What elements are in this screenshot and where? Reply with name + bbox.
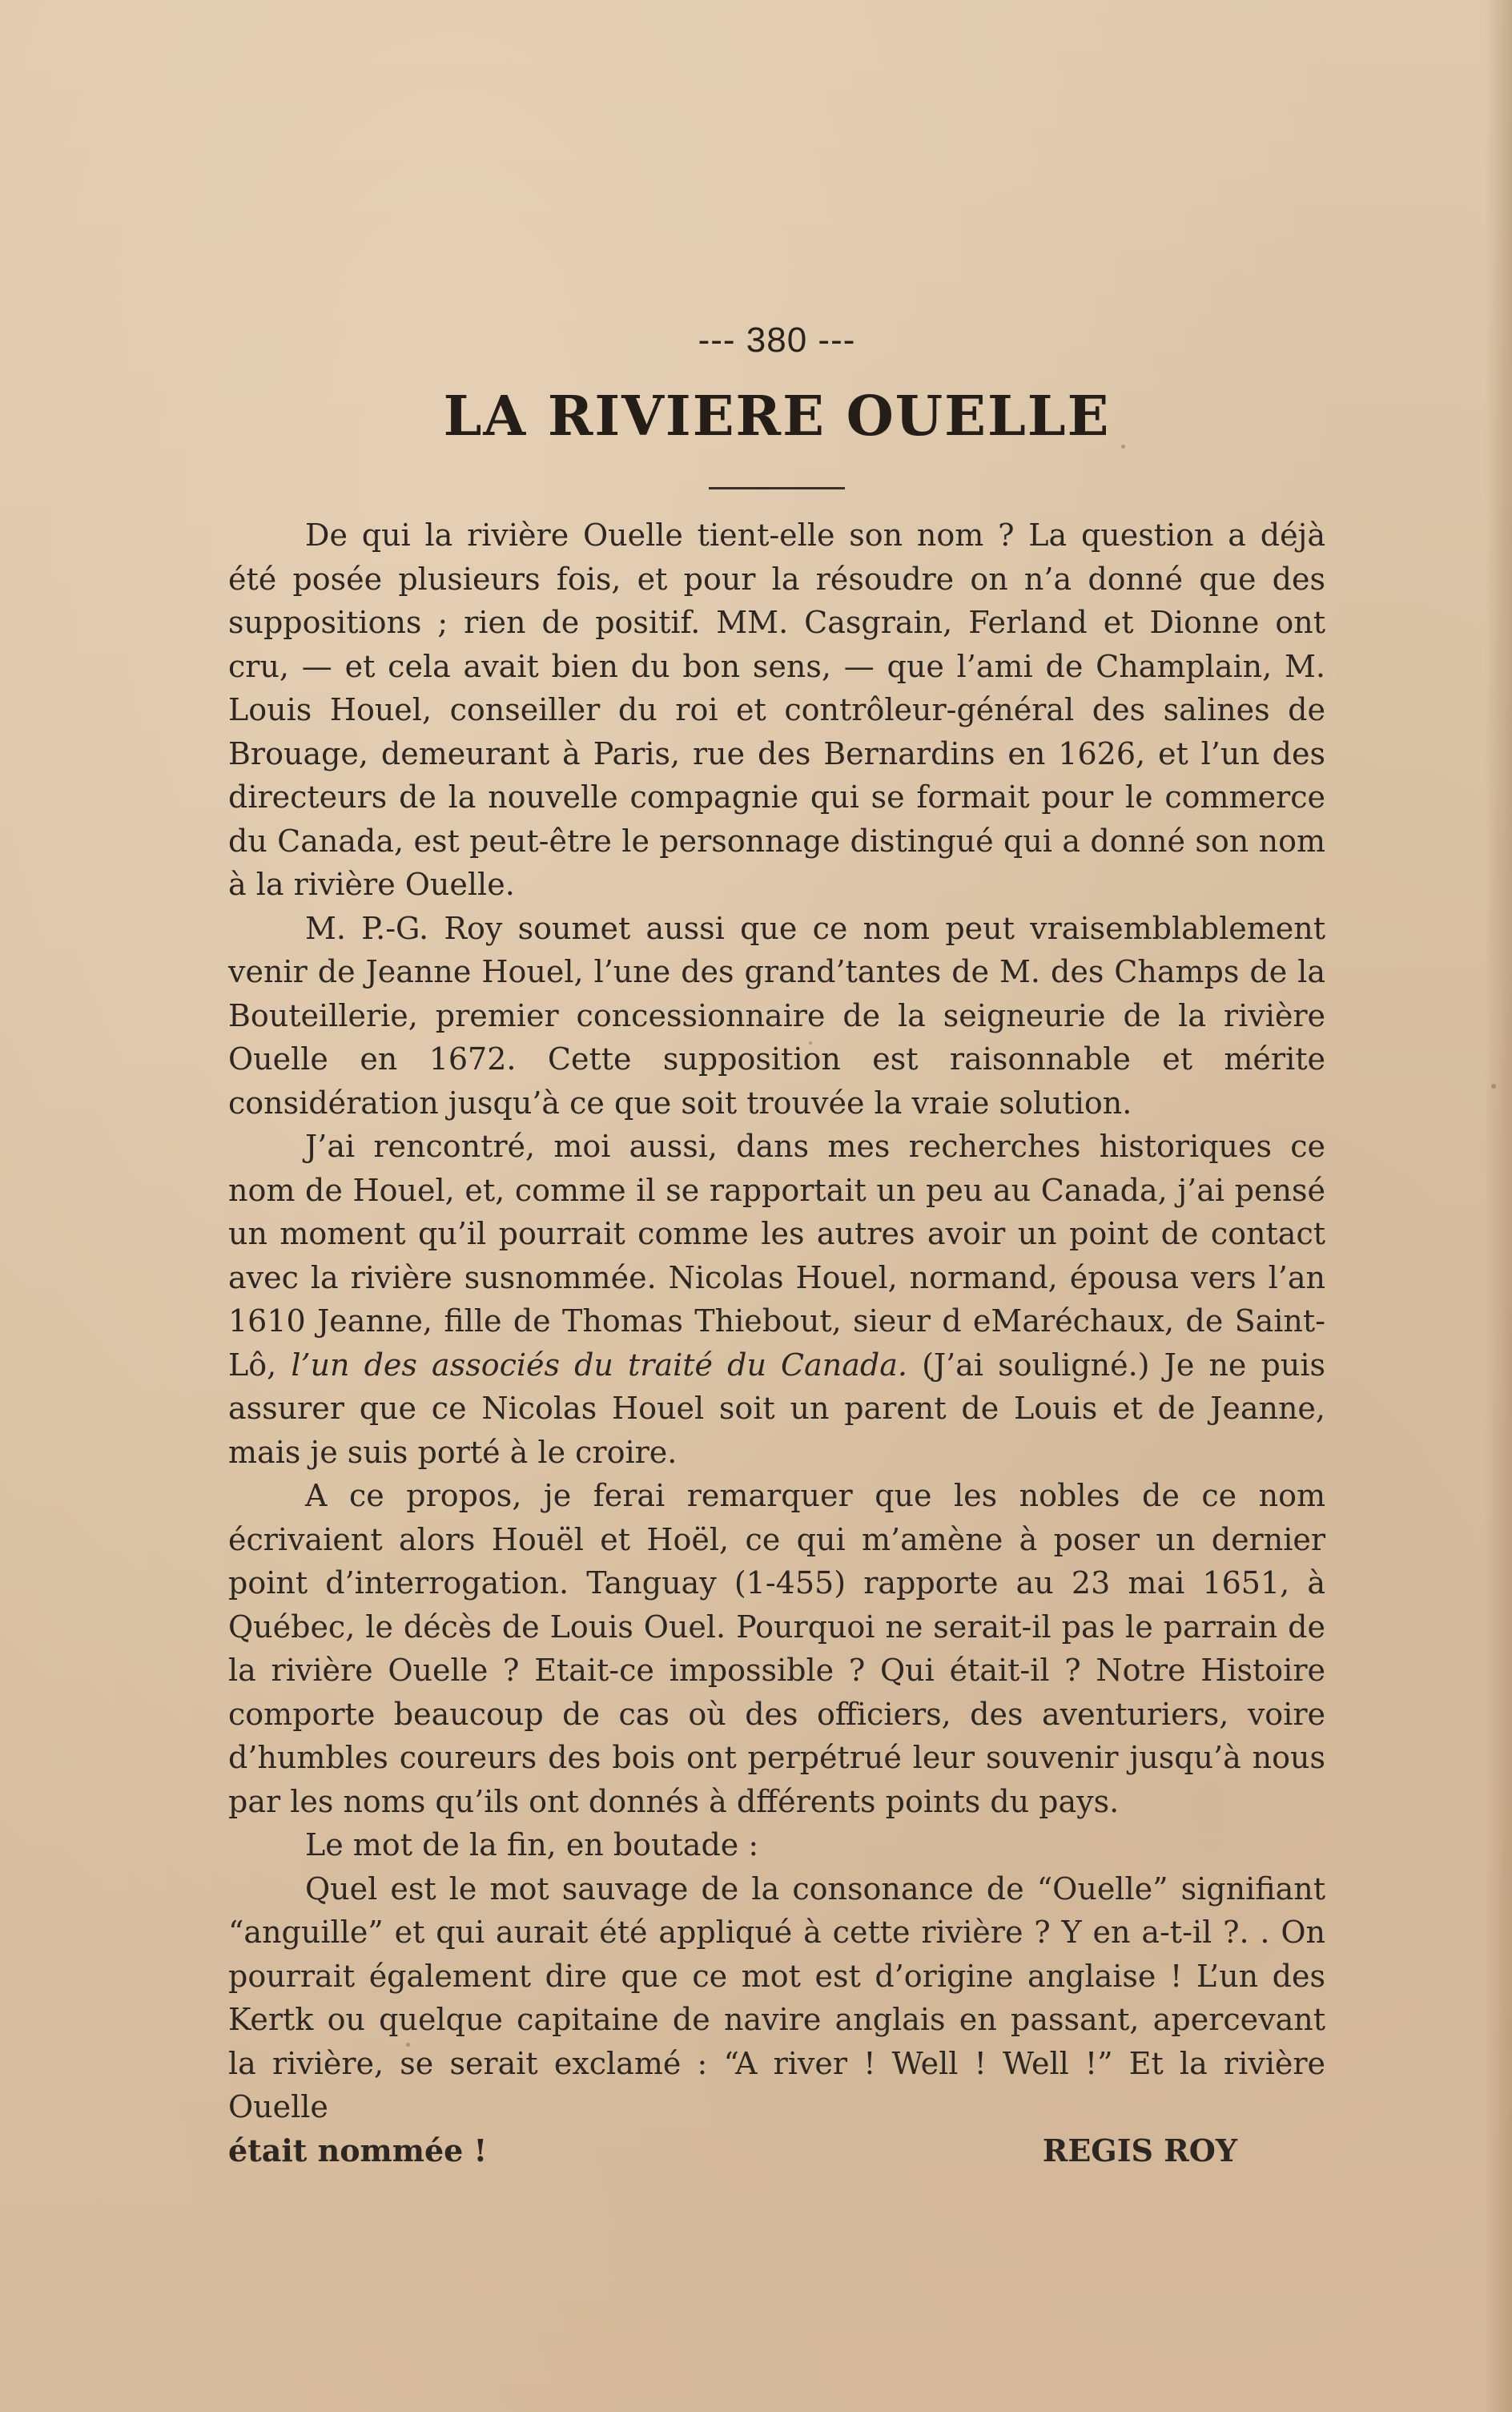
paragraph-2: M. P.-G. Roy soumet aussi que ce nom peut vraisemblablement venir de Jeanne Houel, l’une des grand’tantes de M. des Champs de la Bouteillerie, premier concessionnaire de la seigneurie de la rivière Ouelle en 1672. Cette supposition est raisonnable et mérite considération jusqu’à ce que soit trouvée la vraie solution. <box>228 910 1325 1121</box>
paragraph-3 <box>228 1125 1325 1474</box>
closing-line <box>228 2129 1325 2172</box>
paper-speck <box>1491 1084 1496 1089</box>
paragraph-3-text-after: (J’ai souligné.) Je ne puis assurer que ce Nicolas Houel soit un parent de Louis et de Jeanne, mais je suis porté à le croire. <box>228 1347 1325 1470</box>
paragraph-4: A ce propos, je ferai remarquer que les nobles de ce nom écrivaient alors Houël et Hoël, ce qui m’amène à poser un dernier point d’interrogation. Tanguay (1-455) rapporte au 23 mai 1651, à Québec, le décès de Louis Ouel. Pourquoi ne serait-il pas le parrain de la rivière Ouelle ? Etait-ce impossible ? Qui était-il ? Notre Histoire comporte beaucoup de cas où des officiers, des aventuriers, voire d’humbles coureurs des bois ont perpétrué leur souvenir jusqu’à nous par les noms qu’ils ont donnés à dfférents points du pays. <box>228 1478 1325 1819</box>
paragraph-6: Quel est le mot sauvage de la consonance de “Ouelle” signifiant “anguille” et qui aurait été appliqué à cette rivière ? Y en a-t-il ?. . On pourrait également dire que ce mot est d’origine anglaise ! L’un des Kertk ou quelque capitaine de navire anglais en passant, apercevant la rivière, se serait exclamé : “A river ! Well ! Well !” Et la rivière Ouelle <box>228 1870 1325 2124</box>
article <box>228 320 1325 2172</box>
author-signature: REGIS ROY <box>1042 2132 1237 2168</box>
article-title: LA RIVIERE OUELLE <box>443 385 1111 449</box>
closing-text: était nommée ! <box>228 2132 488 2168</box>
paragraph-5: Le mot de la fin, en boutade : <box>305 1827 759 1862</box>
paragraph-1: De qui la rivière Ouelle tient-elle son nom ? La question a déjà été posée plusieurs fois, et pour la résoudre on n’a donné que des suppositions ; rien de positif. MM. Casgrain, Ferland et Dionne ont cru, — et cela avait bien du bon sens, — que l’ami de Champlain, M. Louis Houel, conseiller du roi et contrôleur-général des salines de Brouage, demeurant à Paris, rue des Bernardins en 1626, et l’un des directeurs de la nouvelle compagnie qui se formait pour le commerce du Canada, est peut-être le personnage distingué qui a donné son nom à la rivière Ouelle. <box>228 517 1325 902</box>
paragraph-3-text-before: J’ai rencontré, moi aussi, dans mes recherches historiques ce nom de Houel, et, comme il se rapportait un peu au Canada, j’ai pensé un moment qu’il pourrait comme les autres avoir un point de contact avec la rivière susnommée. Nicolas Houel, normand, épousa vers l’an 1610 Jeanne, fille de Thomas Thiebout, sieur d eMaréchaux, de Saint-Lô, <box>228 1129 1325 1383</box>
page-number: --- 380 --- <box>698 320 856 360</box>
title-divider <box>709 487 845 489</box>
paragraph-3-italic-quote: l’un des associés du traité du Canada. <box>291 1347 907 1383</box>
page-edge-shadow <box>1485 0 1512 2412</box>
